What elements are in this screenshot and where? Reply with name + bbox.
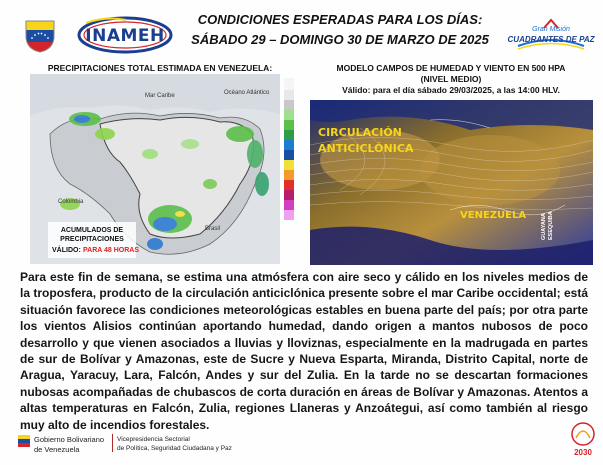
label-colombia: Colombia	[58, 199, 84, 205]
label-anticiclonica: ANTICICLÓNICA	[318, 142, 414, 155]
footer-divider	[112, 434, 113, 452]
precipitation-map	[30, 74, 306, 264]
valido-value: PARA 48 HORAS	[83, 247, 140, 254]
plan-2030-logo	[568, 420, 598, 460]
label-guayana: GUAYANA	[541, 213, 547, 240]
label-circulacion: CIRCULACIÓN	[318, 126, 402, 139]
acumulados-line-1: ACUMULADOS DE	[60, 227, 124, 234]
inameh-logo	[76, 14, 174, 56]
precipitation-map-title: PRECIPITACIONES TOTAL ESTIMADA EN VENEZUELA:	[47, 63, 273, 73]
valido-prefix: VÁLIDO:	[52, 247, 81, 254]
label-venezuela: VENEZUELA	[460, 210, 527, 221]
bulletin-title	[180, 10, 500, 50]
acumulados-line-2: PRECIPITACIONES	[60, 236, 124, 243]
venezuela-seal-icon	[20, 18, 60, 54]
label-mar-caribe: Mar Caribe	[145, 93, 175, 99]
vicepresidencia-line-1: Vicepresidencia Sectorial	[117, 436, 190, 443]
gov-line-1: Gobierno Bolivariano	[34, 435, 105, 444]
campaign-title: CUADRANTES DE PAZ	[507, 35, 595, 44]
label-oceano-atlantico: Océano Atlántico	[224, 90, 270, 96]
inameh-logo-text: INAMEH	[85, 26, 165, 46]
gov-line-2: de Venezuela	[34, 445, 80, 454]
humidity-model-title: MODELO CAMPOS DE HUMEDAD Y VIENTO EN 500 HPA	[336, 63, 566, 73]
vicepresidencia-line-2: de Política, Seguridad Ciudadana y Paz	[117, 445, 232, 452]
campaign-subtitle: Gran Misión	[532, 26, 570, 33]
title-line-2: SÁBADO 29 – DOMINGO 30 DE MARZO DE 2025	[191, 32, 489, 47]
humidity-model-valid: Válido: para el día sábado 29/03/2025, a las 14:00 HLV.	[342, 85, 560, 95]
humidity-wind-map	[310, 100, 593, 265]
title-line-1: CONDICIONES ESPERADAS PARA LOS DÍAS:	[197, 12, 483, 27]
logo-2030-text: 2030	[574, 448, 592, 457]
label-esequiba: ESEQUIBA	[548, 211, 554, 240]
humidity-model-subtitle: (NIVEL MEDIO)	[420, 74, 482, 84]
label-brasil: Brasil	[205, 226, 221, 232]
forecast-paragraph: Para este fin de semana, se estima una atmósfera con aire seco y cálido en los niveles medios de la troposfera, producto de la circulación anticiclónica presente sobre el mar Caribe occidental; está situación favorece las condiciones meteorológicas estables en buena parte del país; por otra parte los vientos Alisios continúan aportando humedad, dando origen a mantos nubosos de poco desarrollo y que vienen asociados a lluvias y lloviznas, especialmente en la madrugada en partes de sur de Bolívar y Amazonas, este de Sucre y Nueva Esparta, Miranda, Distrito Capital, norte de Aragua, Yaracuy, Lara, Falcón, Andes y sur del Zulia. En la tarde no se descartan formaciones nubosas acompañadas de chubascos de corta duración en áreas de Bolívar y Amazonas. Atentos a altas temperaturas en Falcón, Zulia, regiones Llaneras y Anzoátegui, así como también al riesgo muy alto de incendios forestales.	[20, 270, 588, 432]
humidity-model-header	[305, 63, 597, 96]
